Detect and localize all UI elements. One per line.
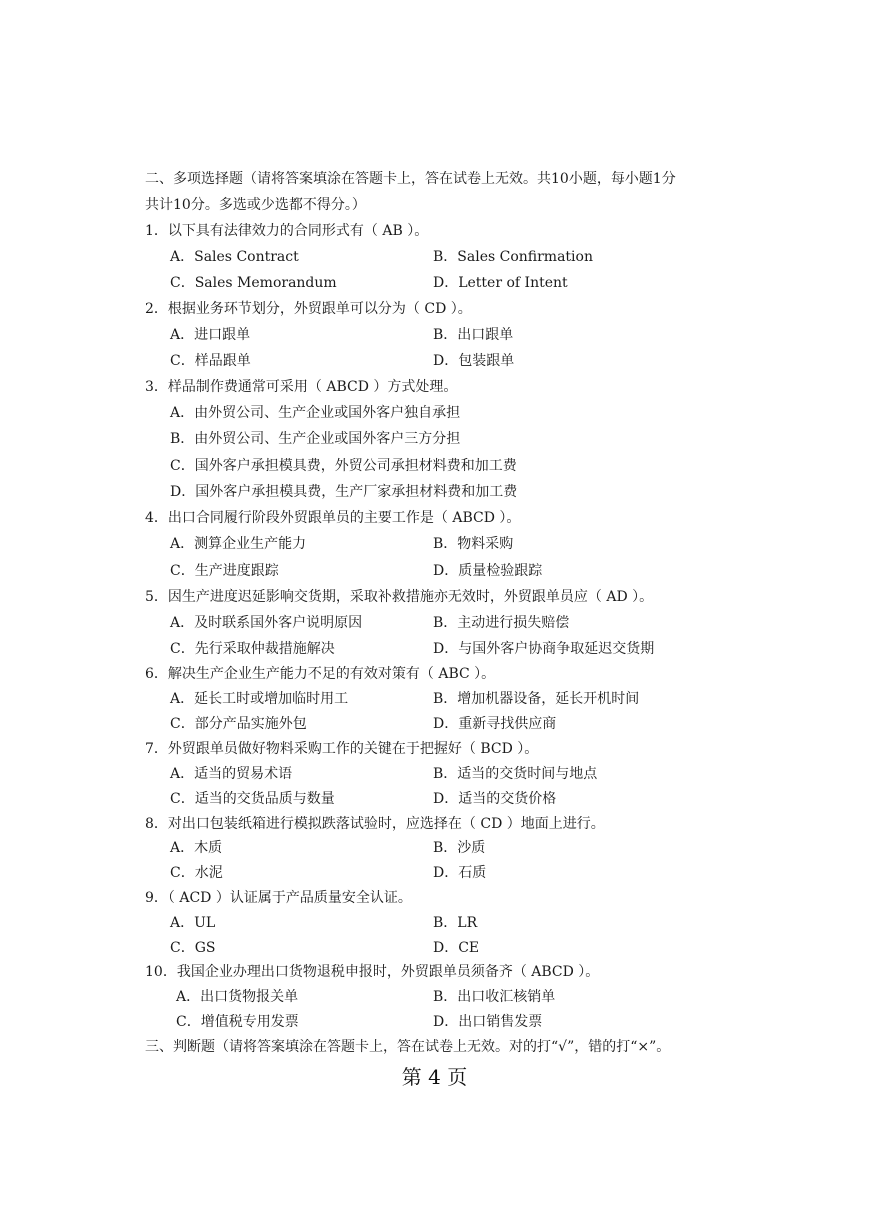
question-9: 9．（ ACD ）认证属于产品质量安全认证。 [145, 890, 412, 906]
option-4d: D．质量检验跟踪 [433, 563, 543, 579]
option-7d: D．适当的交货价格 [433, 791, 557, 807]
option-9c: C．GS [170, 940, 216, 956]
option-8d: D．石质 [433, 865, 487, 881]
option-2d: D．包装跟单 [433, 353, 515, 369]
option-5d: D．与国外客户协商争取延迟交货期 [433, 641, 655, 657]
option-7b: B．适当的交货时间与地点 [433, 766, 598, 782]
question-6: 6．解决生产企业生产能力不足的有效对策有（ ABC ）。 [145, 666, 496, 682]
section-heading-continuation: 共计10分。多选或少选都不得分。） [145, 197, 366, 213]
section-heading-true-false: 三、判断题（请将答案填涂在答题卡上，答在试卷上无效。对的打“√”，错的打“×”。 [145, 1039, 671, 1055]
option-5c: C．先行采取仲裁措施解决 [170, 641, 335, 657]
option-2b: B．出口跟单 [433, 327, 514, 343]
option-10d: D．出口销售发票 [433, 1014, 543, 1030]
option-9d: D．CE [433, 940, 480, 956]
option-9a: A．UL [170, 915, 216, 931]
option-10a: A．出口货物报关单 [176, 989, 299, 1005]
question-1: 1．以下具有法律效力的合同形式有（ AB ）。 [145, 223, 429, 239]
option-1a: A．Sales Contract [170, 249, 299, 265]
option-9b: B．LR [433, 915, 478, 931]
option-5b: B．主动进行损失赔偿 [433, 615, 570, 631]
option-4c: C．生产进度跟踪 [170, 563, 279, 579]
option-2c: C．样品跟单 [170, 353, 251, 369]
option-4b: B．物料采购 [433, 536, 514, 552]
question-8: 8．对出口包装纸箱进行模拟跌落试验时，应选择在（ CD ）地面上进行。 [145, 816, 605, 832]
question-5: 5．因生产进度迟延影响交货期，采取补救措施亦无效时，外贸跟单员应（ AD ）。 [145, 589, 654, 605]
question-10: 10．我国企业办理出口货物退税申报时，外贸跟单员须备齐（ ABCD ）。 [145, 964, 600, 980]
option-4a: A．测算企业生产能力 [170, 536, 307, 552]
question-3: 3．样品制作费通常可采用（ ABCD ）方式处理。 [145, 379, 458, 395]
option-1b: B．Sales Confirmation [433, 249, 593, 265]
option-1d: D．Letter of Intent [433, 275, 568, 291]
option-6d: D．重新寻找供应商 [433, 716, 557, 732]
question-2: 2．根据业务环节划分，外贸跟单可以分为（ CD ）。 [145, 301, 472, 317]
option-10b: B．出口收汇核销单 [433, 989, 556, 1005]
option-6a: A．延长工时或增加临时用工 [170, 691, 349, 707]
option-8c: C．水泥 [170, 865, 223, 881]
section-heading-multiple-choice: 二、多项选择题（请将答案填涂在答题卡上，答在试卷上无效。共10小题，每小题1分 [145, 171, 676, 187]
option-6b: B．增加机器设备，延长开机时间 [433, 691, 640, 707]
option-7a: A．适当的贸易术语 [170, 766, 293, 782]
option-1c: C．Sales Memorandum [170, 275, 337, 291]
question-4: 4．出口合同履行阶段外贸跟单员的主要工作是（ ABCD ）。 [145, 510, 521, 526]
option-3a: A．由外贸公司、生产企业或国外客户独自承担 [170, 405, 461, 421]
option-7c: C．适当的交货品质与数量 [170, 791, 335, 807]
question-7: 7．外贸跟单员做好物料采购工作的关键在于把握好（ BCD ）。 [145, 741, 539, 757]
option-3d: D．国外客户承担模具费，生产厂家承担材料费和加工费 [170, 484, 518, 500]
page-number: 第 4 页 [401, 1065, 468, 1089]
option-8a: A．木质 [170, 840, 223, 856]
option-3b: B．由外贸公司、生产企业或国外客户三方分担 [170, 431, 461, 447]
option-3c: C．国外客户承担模具费，外贸公司承担材料费和加工费 [170, 458, 517, 474]
option-5a: A．及时联系国外客户说明原因 [170, 615, 363, 631]
option-8b: B．沙质 [433, 840, 486, 856]
option-10c: C．增值税专用发票 [176, 1014, 299, 1030]
option-6c: C．部分产品实施外包 [170, 716, 307, 732]
option-2a: A．进口跟单 [170, 327, 251, 343]
